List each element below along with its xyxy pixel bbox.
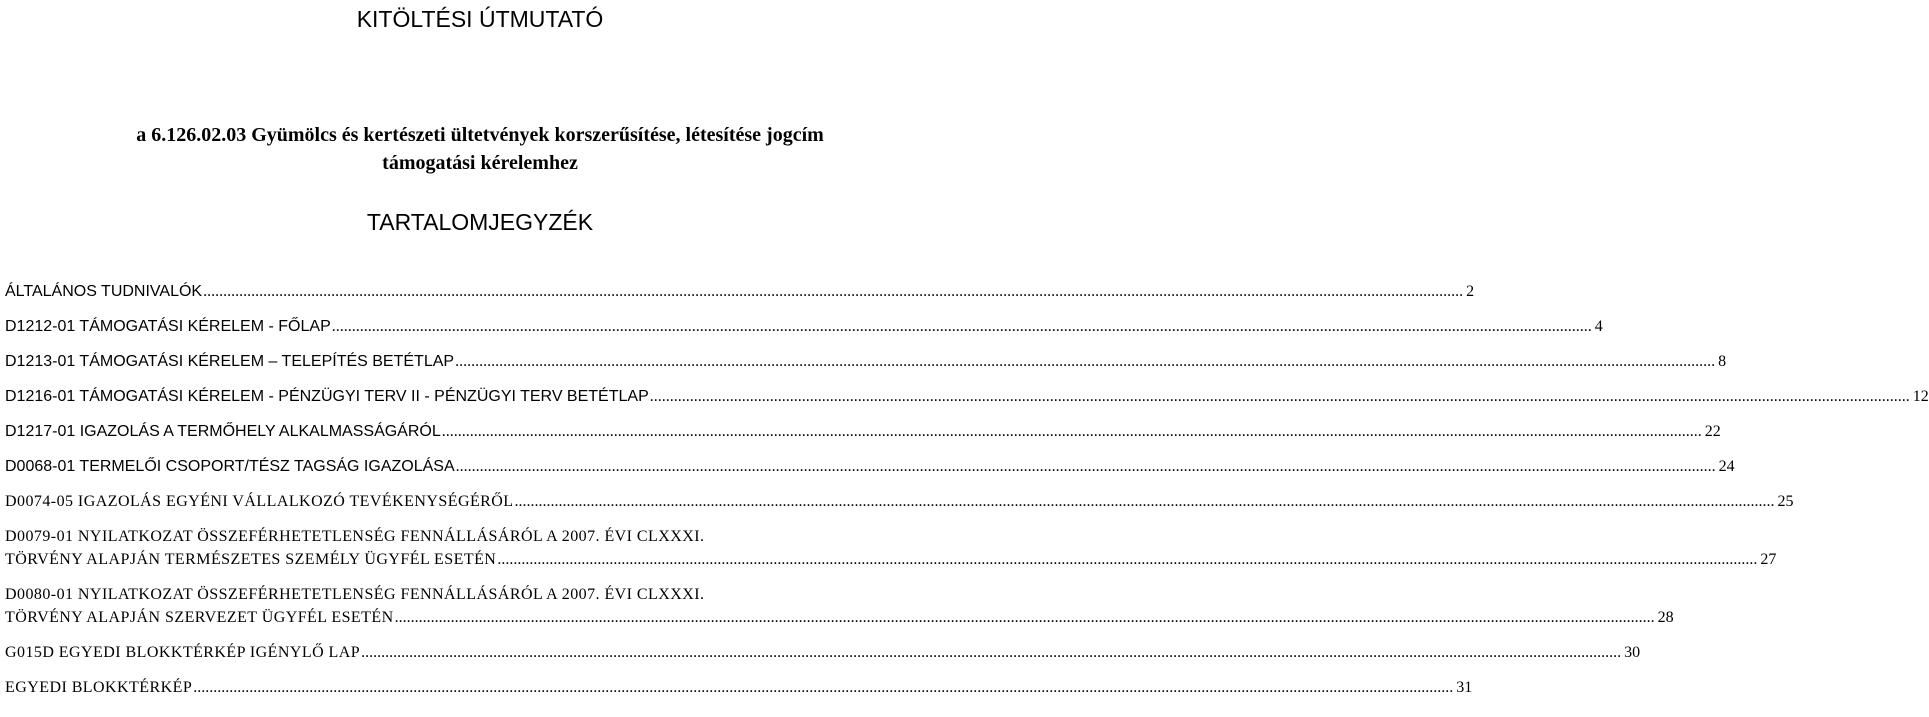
toc-line xyxy=(5,280,1475,303)
toc-line xyxy=(5,350,1727,373)
toc-entry-title: TÖRVÉNY ALAPJÁN TERMÉSZETES SZEMÉLY ÜGYFÉL ESETÉN xyxy=(5,551,497,568)
toc-line xyxy=(5,385,1929,408)
toc-page-number: 31 xyxy=(1456,679,1473,696)
toc-heading: TARTALOMJEGYZÉK xyxy=(366,209,594,235)
dot-leader xyxy=(515,490,1775,513)
dot-leader xyxy=(332,315,1592,338)
toc-entry-d0079-01[interactable] xyxy=(5,525,1777,571)
toc-entry-title: TÖRVÉNY ALAPJÁN SZERVEZET ÜGYFÉL ESETÉN xyxy=(5,609,394,626)
toc-entry-altalanos-tudnivalok[interactable] xyxy=(5,280,1475,303)
subtitle-line-1: a 6.126.02.03 Gyümölcs és kertészeti ültetvények korszerűsítése, létesítése jogcím xyxy=(136,124,824,146)
toc-page-number: 4 xyxy=(1594,318,1603,335)
toc-entry-title: D0068-01 TERMELŐI CSOPORT/TÉSZ TAGSÁG IGAZOLÁSA xyxy=(5,458,455,475)
dot-leader xyxy=(650,385,1910,408)
toc-page-number: 30 xyxy=(1624,644,1641,661)
dot-leader xyxy=(203,280,1463,303)
toc-line xyxy=(5,420,1721,443)
toc-entry-title: D1217-01 IGAZOLÁS A TERMŐHELY ALKALMASSÁGÁRÓL xyxy=(5,423,441,440)
toc-page-number: 12 xyxy=(1912,388,1929,405)
toc-entry-title: G015D EGYEDI BLOKKTÉRKÉP IGÉNYLŐ LAP xyxy=(5,644,361,661)
subtitle-line-2: támogatási kérelemhez xyxy=(382,152,578,174)
toc-line xyxy=(5,641,1641,664)
toc-entry-title: ÁLTALÁNOS TUDNIVALÓK xyxy=(5,283,203,300)
dot-leader xyxy=(455,350,1715,373)
toc-entry-d0068-01[interactable] xyxy=(5,455,1735,478)
toc-entry-d1216-01[interactable] xyxy=(5,385,1929,408)
toc-entry-title: D0074-05 IGAZOLÁS EGYÉNI VÁLLALKOZÓ TEVÉKENYSÉGÉRŐL xyxy=(5,493,514,510)
toc-page-number: 25 xyxy=(1777,493,1794,510)
dot-leader xyxy=(442,420,1702,443)
toc-entry-title: D1213-01 TÁMOGATÁSI KÉRELEM – TELEPÍTÉS BETÉTLAP xyxy=(5,353,455,370)
dot-leader xyxy=(395,606,1655,629)
toc-line xyxy=(5,490,1794,513)
toc-entry-d1213-01[interactable] xyxy=(5,350,1727,373)
toc-entry-d1212-01[interactable] xyxy=(5,315,1603,338)
toc-line xyxy=(5,315,1603,338)
toc-page-number: 8 xyxy=(1718,353,1727,370)
dot-leader xyxy=(193,676,1453,699)
toc-page-number: 28 xyxy=(1657,609,1674,626)
toc-entry-g015d[interactable] xyxy=(5,641,1641,664)
toc-line xyxy=(5,455,1735,478)
toc-entry-title: EGYEDI BLOKKTÉRKÉP xyxy=(5,679,193,696)
toc-entry-title-line-1: D0079-01 NYILATKOZAT ÖSSZEFÉRHETETLENSÉG FENNÁLLÁSÁRÓL A 2007. ÉVI CLXXXI. xyxy=(5,528,705,545)
dot-leader xyxy=(497,548,1757,571)
toc-page-number: 27 xyxy=(1760,551,1777,568)
toc-entry-d0074-05[interactable] xyxy=(5,490,1794,513)
table-of-contents xyxy=(5,280,1929,711)
dot-leader xyxy=(456,455,1716,478)
toc-line xyxy=(5,676,1473,699)
toc-line xyxy=(5,548,1777,571)
toc-entry-title: D1216-01 TÁMOGATÁSI KÉRELEM - PÉNZÜGYI TERV II - PÉNZÜGYI TERV BETÉTLAP xyxy=(5,388,649,405)
toc-entry-title: D1212-01 TÁMOGATÁSI KÉRELEM - FŐLAP xyxy=(5,318,331,335)
toc-line xyxy=(5,606,1674,629)
toc-page-number: 22 xyxy=(1704,423,1721,440)
toc-entry-d0080-01[interactable] xyxy=(5,583,1674,629)
toc-page-number: 2 xyxy=(1466,283,1475,300)
toc-page-number: 24 xyxy=(1718,458,1735,475)
toc-entry-egyedi-blokkterkep[interactable] xyxy=(5,676,1473,699)
dot-leader xyxy=(361,641,1621,664)
toc-entry-title-line-1: D0080-01 NYILATKOZAT ÖSSZEFÉRHETETLENSÉG FENNÁLLÁSÁRÓL A 2007. ÉVI CLXXXI. xyxy=(5,586,705,603)
toc-entry-d1217-01[interactable] xyxy=(5,420,1721,443)
document-title: KITÖLTÉSI ÚTMUTATÓ xyxy=(356,6,604,32)
